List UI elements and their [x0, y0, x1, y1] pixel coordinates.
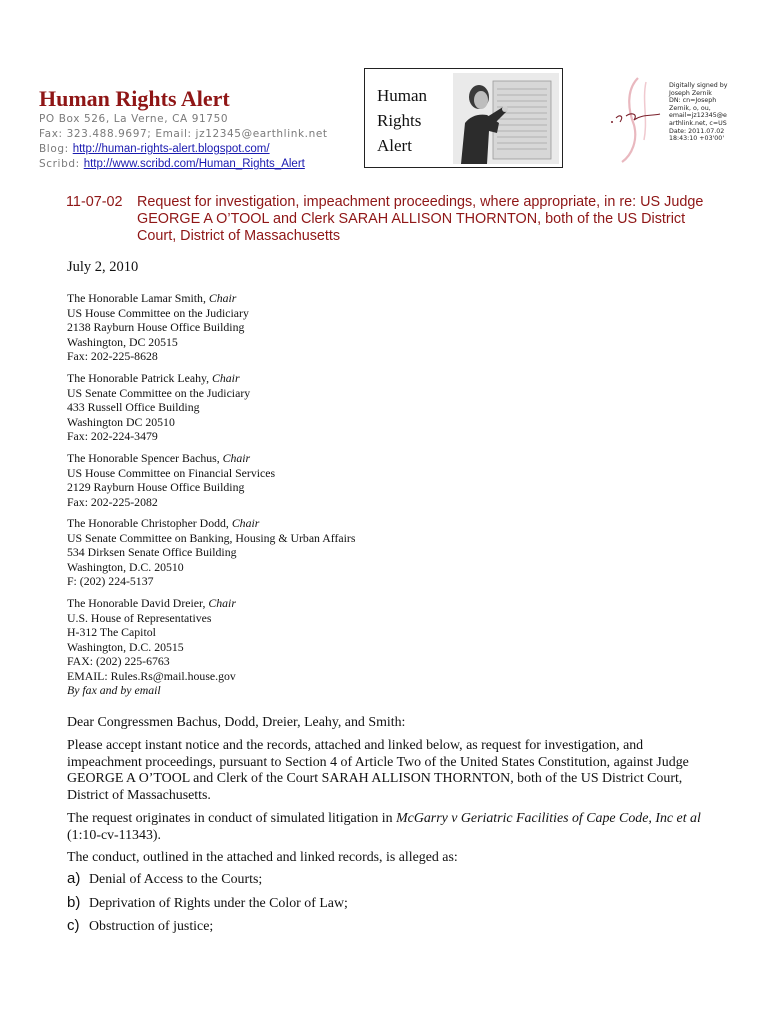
body-paragraph	[67, 811, 707, 844]
sig-line: email=jz12345@e	[669, 112, 727, 120]
sig-line: Zernik, o, ou,	[669, 104, 711, 112]
addressee-name-row	[67, 596, 467, 611]
letterhead	[39, 86, 328, 172]
case-number: (1:10-cv-11343).	[67, 827, 161, 843]
allegation-item	[67, 871, 262, 889]
subject-text: Request for investigation, impeachment proceedings, where appropriate, in re: US Judge GEORGE A O’TOOL and Clerk SARAH ALLISON THORNTON, both of the US District Court, District of Massachusetts	[137, 194, 704, 244]
addressee-name: The Honorable Christopher Dodd,	[67, 516, 229, 530]
org-contact: Fax: 323.488.9697; Email: jz12345@earthlink.net	[39, 128, 328, 140]
delivery-note-text: By fax and by email	[67, 683, 161, 697]
addressee-line: U.S. House of Representatives	[67, 610, 212, 625]
allegation-text: Denial of Access to the Courts;	[89, 872, 263, 887]
sig-line: Digitally signed by	[669, 82, 728, 89]
org-name: Human Rights Alert	[39, 86, 230, 111]
addressee-line: US House Committee on the Judiciary	[67, 305, 249, 320]
allegation-item	[67, 895, 348, 913]
sig-line: Date: 2011.07.02	[669, 127, 725, 135]
body-paragraph: Please accept instant notice and the records, attached and linked below, as request for investigation, and impeachment proceedings, pursuant to Section 4 of Article Two of the United States Constitution, against Judge GEORGE A O’TOOL and Clerk of the Court SARAH ALLISON THORNTON, both of the US District Court, District of Massachusetts.	[67, 738, 689, 803]
addressee-line: Washington, DC 20515	[67, 334, 178, 349]
subject-number: 11-07-02	[66, 194, 123, 210]
addressee-line: 534 Dirksen Senate Office Building	[67, 545, 237, 559]
blog-link[interactable]: http://human-rights-alert.blogspot.com/	[72, 143, 270, 155]
signature-details	[669, 82, 728, 143]
addressee-line: Washington, D.C. 20515	[67, 639, 184, 654]
case-name: McGarry v Geriatric Facilities of Cape Code, Inc et al	[396, 811, 701, 826]
sig-line: arthlink.net, c=US	[669, 119, 727, 127]
allegation-label: c)	[67, 917, 80, 934]
salutation: Dear Congressmen Bachus, Dodd, Dreier, Leahy, and Smith:	[67, 715, 406, 730]
eleanor-roosevelt-photo	[453, 73, 559, 164]
addressee-line: US Senate Committee on the Judiciary	[67, 385, 251, 400]
addressee-line: Washington DC 20510	[67, 414, 175, 429]
addressee-role: Chair	[212, 371, 240, 385]
scribd-link[interactable]: http://www.scribd.com/Human_Rights_Alert	[83, 158, 305, 170]
addressee-line: 433 Russell Office Building	[67, 400, 200, 414]
addressee-line: H-312 The Capitol	[67, 625, 156, 639]
addressee-name-row	[67, 451, 467, 466]
allegation-text: Obstruction of justice;	[89, 919, 214, 934]
addressee-block	[67, 516, 467, 589]
addressee-line: Fax: 202-225-8628	[67, 349, 158, 363]
sig-line: 18:43:10 +03'00'	[669, 135, 725, 143]
addressee-line: EMAIL: Rules.Rs@mail.house.gov	[67, 668, 236, 683]
addressee-role: Chair	[208, 291, 237, 305]
sig-line: DN: cn=Joseph	[669, 97, 717, 105]
addressee-block	[67, 291, 467, 364]
org-scribd-row	[39, 157, 328, 172]
addressee-line: Fax: 202-224-3479	[67, 429, 158, 443]
addressee-block	[67, 451, 467, 509]
addressee-line: Fax: 202-225-2082	[67, 494, 158, 509]
blog-label: Blog:	[39, 143, 69, 155]
addressee-name: The Honorable Patrick Leahy,	[67, 371, 210, 385]
allegation-label: a)	[67, 870, 81, 887]
allegation-text: Deprivation of Rights under the Color of Law;	[89, 896, 348, 911]
sig-line: Joseph Zernik	[669, 89, 712, 97]
subject-heading	[66, 194, 706, 245]
addressee-name-row	[67, 371, 467, 386]
addressee-name: The Honorable Lamar Smith,	[67, 291, 206, 305]
scribd-label: Scribd:	[39, 158, 80, 170]
delivery-note	[67, 683, 467, 698]
addressee-block	[67, 371, 467, 444]
addressee-name-row	[67, 516, 467, 531]
logo-line-alert: Alert	[377, 136, 412, 155]
addressee-role: Chair	[222, 451, 251, 465]
addressee-role: Chair	[208, 596, 236, 610]
letter-date: July 2, 2010	[67, 259, 139, 275]
paragraph-prefix: The request originates in conduct of simulated litigation in	[67, 811, 393, 826]
addressee-name: The Honorable David Dreier,	[67, 596, 206, 610]
allegation-item	[67, 918, 213, 936]
allegation-label: b)	[67, 894, 81, 911]
addressee-line: US House Committee on Financial Services	[67, 465, 276, 480]
addressee-line: FAX: (202) 225-6763	[67, 654, 170, 668]
addressee-line: Washington, D.C. 20510	[67, 559, 184, 574]
addressee-name-row	[67, 291, 467, 306]
logo-line-rights: Rights	[377, 111, 422, 130]
addressee-line: US Senate Committee on Banking, Housing & Urban Affairs	[67, 530, 356, 545]
addressee-role: Chair	[231, 516, 260, 530]
signature-scribble-icon	[598, 70, 668, 170]
addressee-line: 2129 Rayburn House Office Building	[67, 480, 245, 494]
hra-logo	[364, 68, 563, 168]
addressee-block	[67, 596, 467, 698]
body-paragraph: The conduct, outlined in the attached and linked records, is alleged as:	[67, 850, 458, 865]
logo-line-human: Human	[377, 86, 428, 105]
digital-signature	[598, 70, 758, 170]
logo-text	[377, 83, 427, 158]
org-address: PO Box 526, La Verne, CA 91750	[39, 113, 229, 125]
addressee-name: The Honorable Spencer Bachus,	[67, 451, 220, 465]
addressee-line: 2138 Rayburn House Office Building	[67, 320, 245, 334]
addressee-line: F: (202) 224-5137	[67, 574, 154, 588]
org-blog-row	[39, 142, 328, 157]
